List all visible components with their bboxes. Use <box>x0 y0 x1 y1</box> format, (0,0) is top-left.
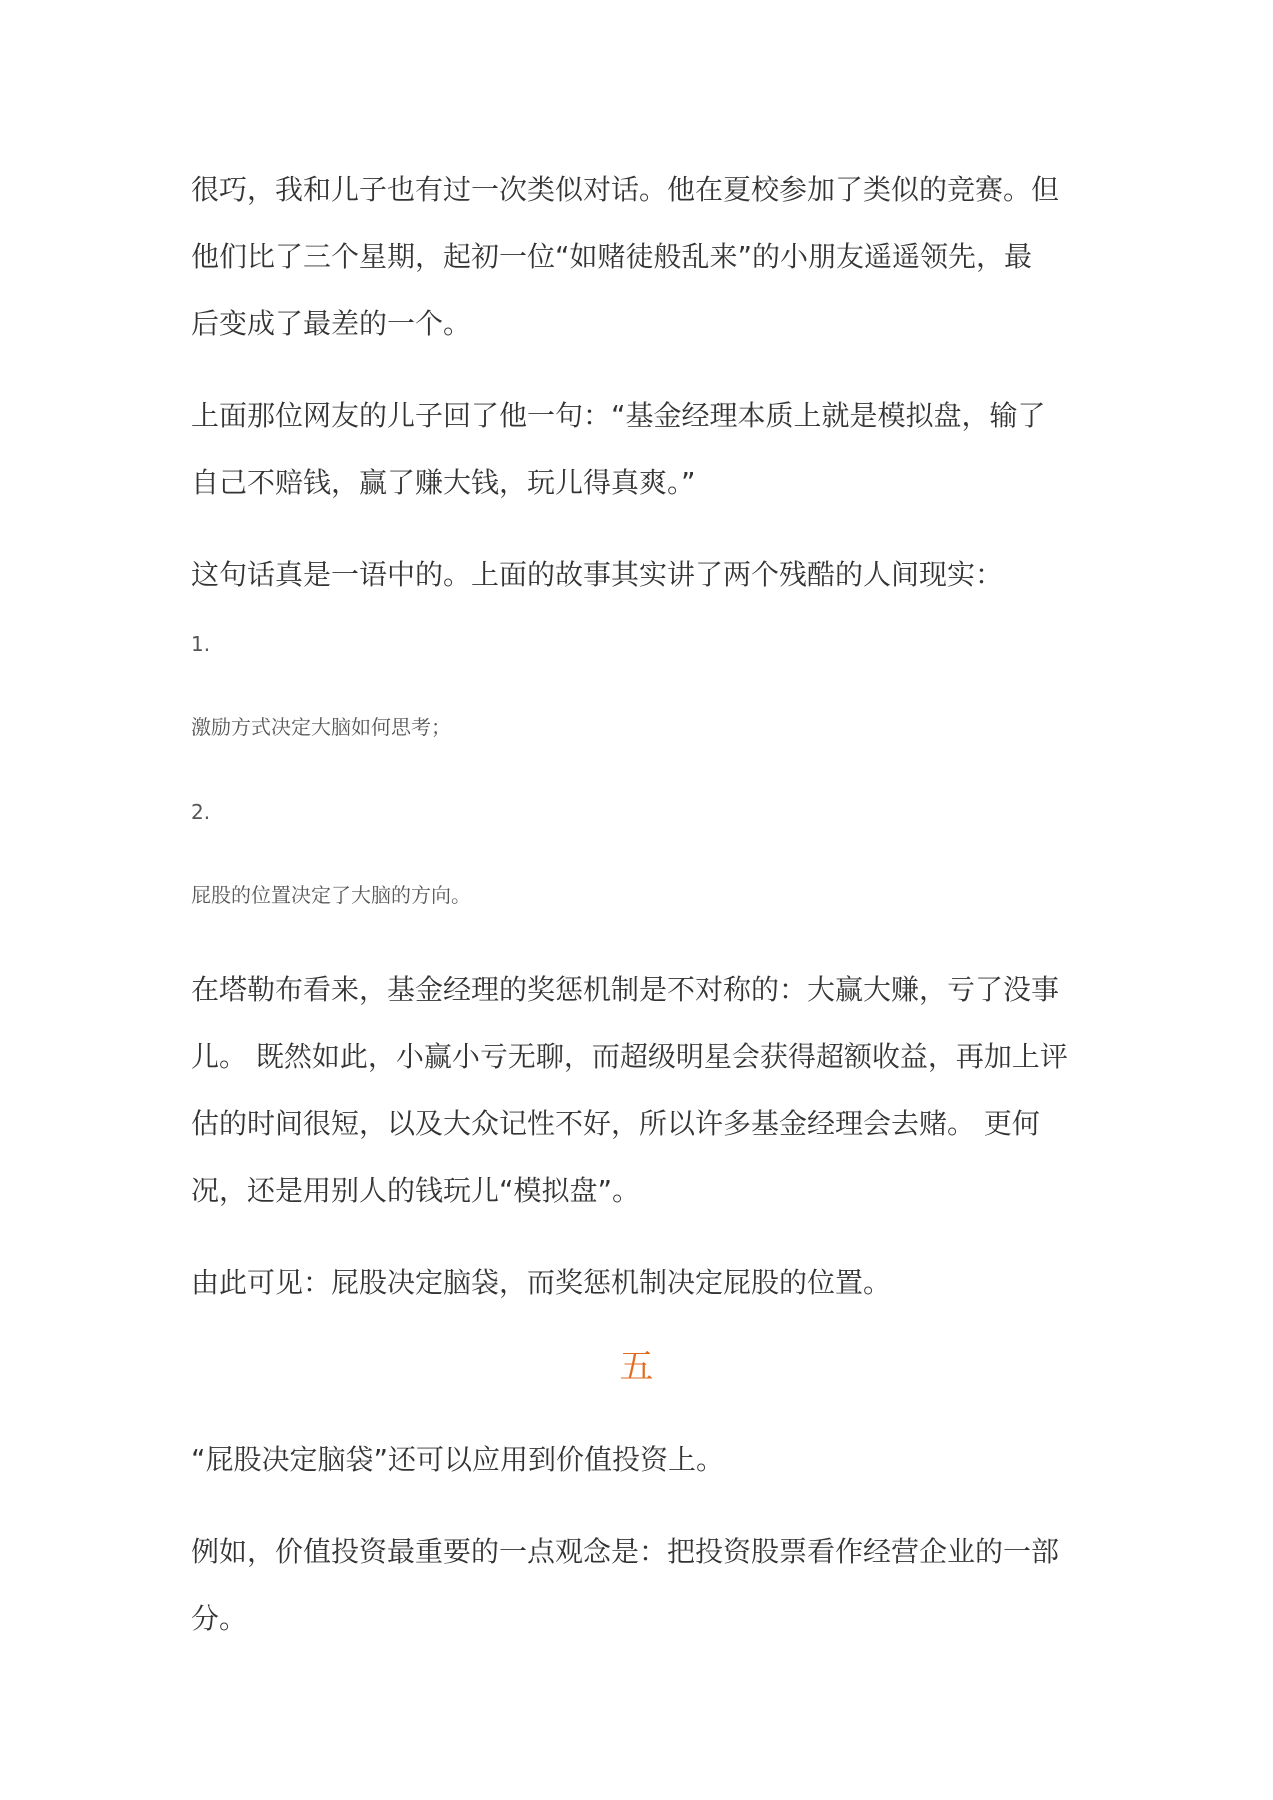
paragraph-4-line-2: 儿。 既然如此，小赢小亏无聊，而超级明星会获得超额收益，再加上评 <box>191 1040 1068 1073</box>
paragraph-7-line-1: 例如，价值投资最重要的一点观念是：把投资股票看作经营企业的一部 <box>191 1535 1060 1568</box>
paragraph-4-line-1: 在塔勒布看来，基金经理的奖惩机制是不对称的：大赢大赚，亏了没事 <box>191 973 1060 1006</box>
paragraph-1-line-2: 他们比了三个星期，起初一位“如赌徒般乱来”的小朋友遥遥领先，最 <box>191 240 1033 273</box>
paragraph-2-line-2: 自己不赔钱，赢了赚大钱，玩儿得真爽。” <box>191 466 696 499</box>
paragraph-5-line-1: 由此可见：屁股决定脑袋，而奖惩机制决定屁股的位置。 <box>191 1266 892 1299</box>
paragraph-4-line-3: 估的时间很短，以及大众记性不好，所以许多基金经理会去赌。 更何 <box>191 1107 1040 1140</box>
paragraph-1-line-1: 很巧，我和儿子也有过一次类似对话。他在夏校参加了类似的竞赛。但 <box>191 173 1060 206</box>
section-heading: 五 <box>619 1347 654 1387</box>
list-item-1-text: 激励方式决定大脑如何思考； <box>191 715 451 739</box>
list-item-2-text: 屁股的位置决定了大脑的方向。 <box>191 883 471 907</box>
list-item-2-number: 2. <box>191 800 211 824</box>
paragraph-6-line-1: “屁股决定脑袋”还可以应用到价值投资上。 <box>191 1443 725 1476</box>
paragraph-3-line-1: 这句话真是一语中的。上面的故事其实讲了两个残酷的人间现实： <box>191 558 1004 591</box>
paragraph-2-line-1: 上面那位网友的儿子回了他一句：“基金经理本质上就是模拟盘，输了 <box>191 399 1046 432</box>
list-item-1-number: 1. <box>191 632 211 656</box>
paragraph-1-line-3: 后变成了最差的一个。 <box>191 307 472 340</box>
paragraph-7-line-2: 分。 <box>191 1602 248 1635</box>
paragraph-4-line-4: 况，还是用别人的钱玩儿“模拟盘”。 <box>191 1174 641 1207</box>
